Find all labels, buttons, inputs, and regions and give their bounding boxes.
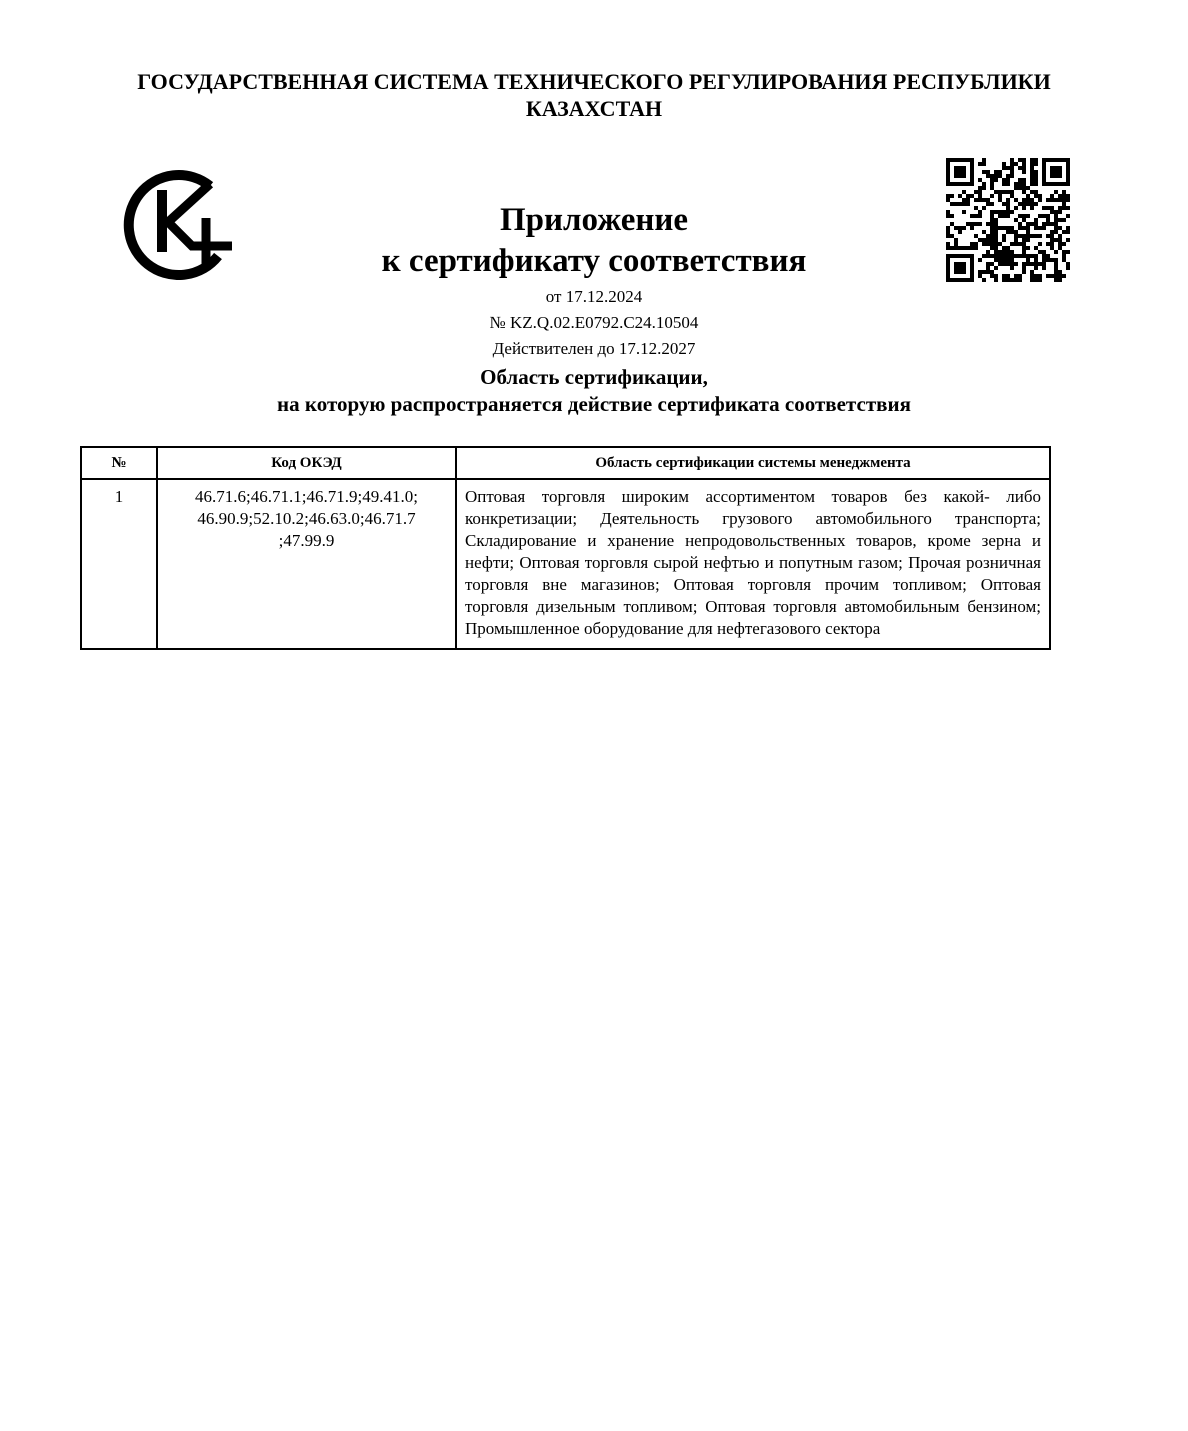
certificate-meta [244, 284, 944, 362]
certificate-number: № KZ.Q.02.E0792.C24.10504 [489, 313, 699, 332]
qr-code-icon [946, 158, 1070, 282]
scope-title-line2: на которую распространяется действие сертификата соответствия [277, 392, 911, 416]
page-title [244, 200, 944, 282]
scope-title [100, 364, 1088, 418]
scope-title-line1: Область сертификации, [480, 365, 708, 389]
gov-header-line1: ГОСУДАРСТВЕННАЯ СИСТЕМА ТЕХНИЧЕСКОГО РЕГУЛИРОВАНИЯ РЕСПУБЛИКИ [137, 69, 1051, 94]
title-line1: Приложение [499, 202, 689, 238]
certificate-valid-until: Действителен до 17.12.2027 [492, 339, 696, 358]
kt-conformity-mark-icon [122, 160, 238, 280]
oked-code-line: 46.71.6;46.71.1;46.71.9;49.41.0; [195, 487, 418, 506]
header-scope: Область сертификации системы менеджмента [456, 447, 1050, 479]
oked-code-line: 46.90.9;52.10.2;46.63.0;46.71.7 [197, 509, 416, 528]
row-number: 1 [81, 479, 157, 649]
gov-header [40, 68, 1148, 122]
table-header-row [81, 447, 1050, 479]
certificate-date: от 17.12.2024 [545, 287, 643, 306]
title-line2: к сертификату соответствия [381, 243, 807, 279]
header-oked-code: Код ОКЭД [157, 447, 456, 479]
scope-table [80, 446, 1051, 650]
header-number: № [81, 447, 157, 479]
row-oked-codes [157, 479, 456, 649]
table-row [81, 479, 1050, 649]
row-scope-text: Оптовая торговля широким ассортиментом товаров без какой- либо конкретизации; Деятельность грузового автомобильного транспорта; Складирование и хранение непродовольственных товаров, кроме зерна и нефти; Оптовая торговля сырой нефтью и попутным газом; Прочая розничная торговля вне магазинов; Оптовая торговля прочим топливом; Оптовая торговля дизельным топливом; Оптовая торговля автомобильным бензином; Промышленное оборудование для нефтегазового сектора [456, 479, 1050, 649]
oked-code-line: ;47.99.9 [278, 531, 335, 550]
gov-header-line2: КАЗАХСТАН [525, 96, 663, 121]
